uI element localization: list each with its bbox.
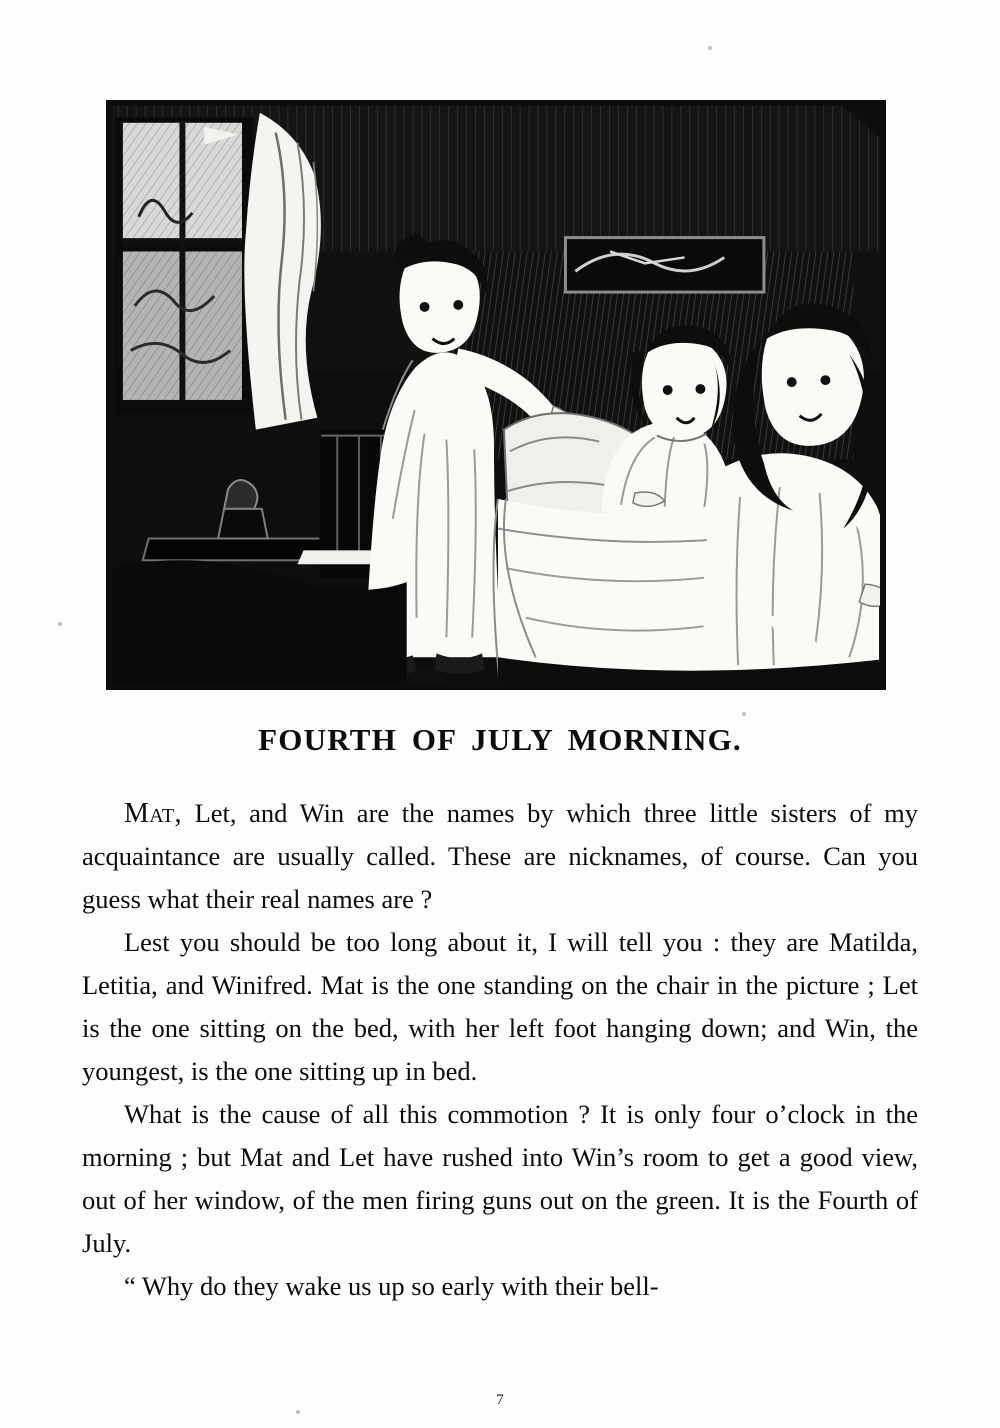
paper-speck <box>58 622 62 626</box>
paper-speck <box>296 1410 300 1414</box>
paragraph-2: Lest you should be too long about it, I will tell you : they are Matilda, Letitia, and Winifred. Mat is the one standing on the chair in the picture ; Let is the one sitting on the bed, with her left foot hanging down; and Win, the youngest, is the one sitting up in bed. <box>82 927 918 1086</box>
paragraph-4: “ Why do they wake us up so early with their bell- <box>124 1271 659 1301</box>
engraving-three-girls-in-bedroom <box>106 100 886 690</box>
paragraph-1-lead: Mat, <box>124 798 182 829</box>
paper-speck <box>708 46 712 50</box>
paragraph-1 <box>82 792 918 921</box>
page-number: 7 <box>496 1392 504 1408</box>
illustration-frame <box>106 100 886 690</box>
page-title: FOURTH OF JULY MORNING. <box>258 722 742 757</box>
paper-speck <box>742 712 746 716</box>
paragraph-3: What is the cause of all this commotion ? It is only four o’clock in the morning ; but Mat and Let have rushed into Win’s room to get a good view, out of her window, of the men firing guns out on the green. It is the Fourth of July. <box>82 1099 918 1258</box>
paragraph-1-text: Let, and Win are the names by which three little sisters of my acquaintance are usually called. These are nicknames, of course. Can you guess what their real names are ? <box>82 798 918 914</box>
body-text <box>82 792 918 1308</box>
